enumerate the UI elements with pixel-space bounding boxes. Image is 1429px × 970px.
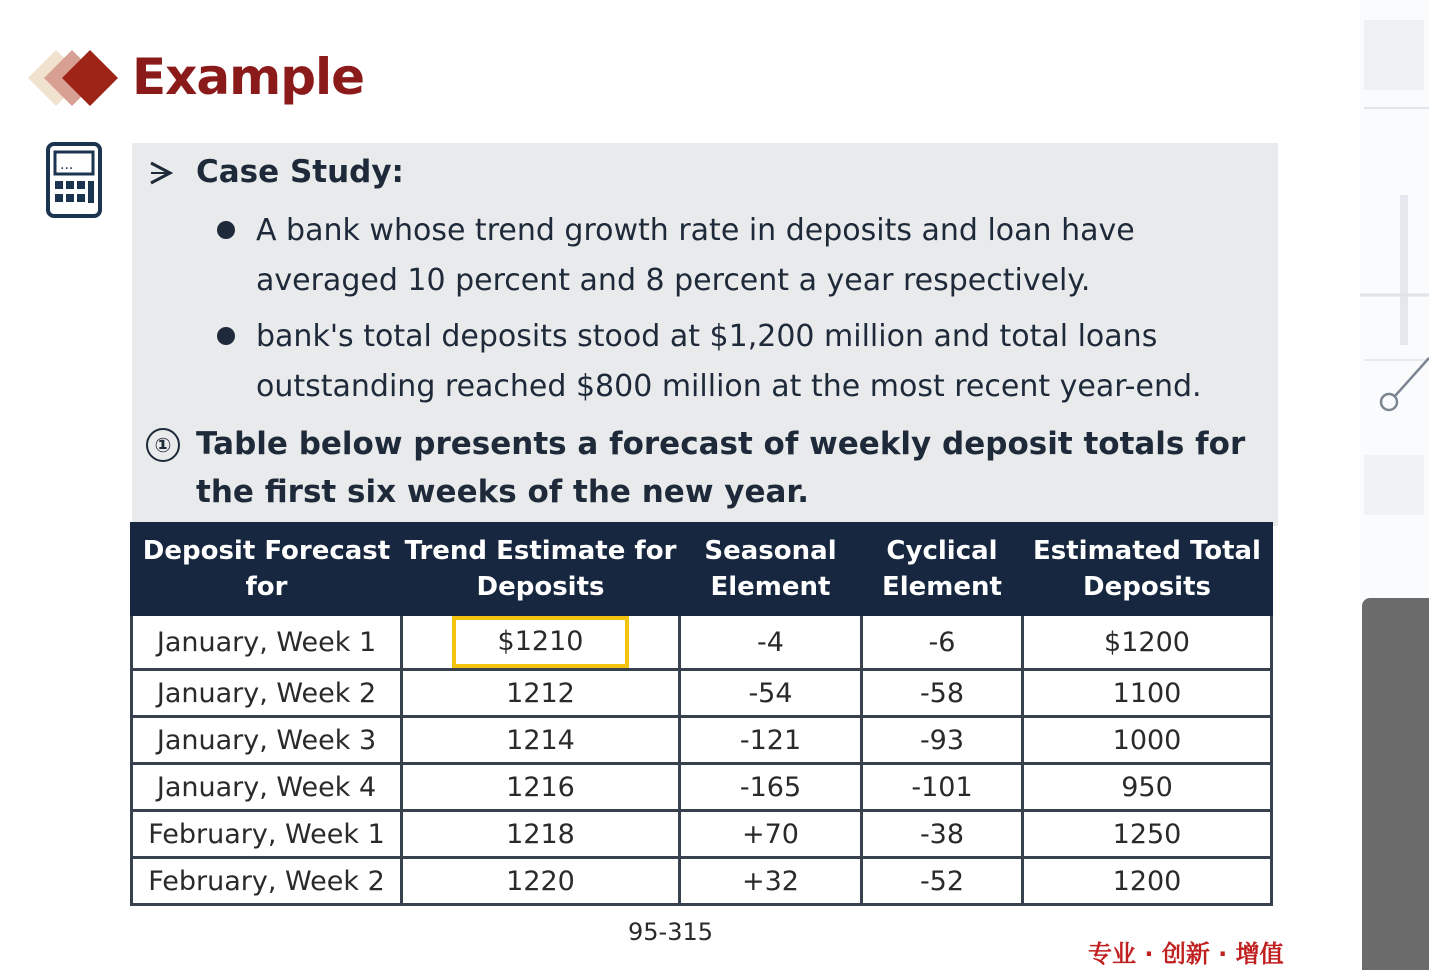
table-cell: -101 [862,764,1023,811]
column-header: Deposit Forecast for [132,524,402,615]
column-header: Cyclical Element [862,524,1023,615]
bullet-deposits-loans: bank's total deposits stood at $1,200 million and total loans outstanding reached $800 million at the most recent year-end. [256,319,1202,404]
calculator-icon [46,142,102,218]
table-header-row [132,524,1272,615]
bullet-dot-icon [217,221,235,239]
table-cell: -58 [862,670,1023,717]
table-row [132,811,1272,858]
table-cell: 950 [1023,764,1272,811]
slogan-text: 专业 · 创新 · 增值 [1088,940,1284,968]
table-cell: 1220 [402,858,680,905]
table-cell: February, Week 1 [132,811,402,858]
question-text: Table below presents a forecast of weekly deposit totals for the first six weeks of the new year. [196,426,1246,510]
table-cell: January, Week 4 [132,764,402,811]
arrow-bullet-icon [148,158,174,188]
table-row [132,615,1272,670]
table-cell: -38 [862,811,1023,858]
table-cell: 1250 [1023,811,1272,858]
case-study-heading: Case Study: [196,154,404,190]
column-header: Trend Estimate for Deposits [402,524,680,615]
table-cell: 1212 [402,670,680,717]
table-cell: 1200 [1023,858,1272,905]
svg-text:...: ... [60,157,74,173]
table-cell: January, Week 3 [132,717,402,764]
table-cell: -121 [680,717,862,764]
table-row [132,858,1272,905]
deposit-forecast-table [130,522,1273,906]
table-cell: -4 [680,615,862,670]
table-cell: 1000 [1023,717,1272,764]
table-cell: 1216 [402,764,680,811]
table-row [132,717,1272,764]
table-cell: +32 [680,858,862,905]
page-title: Example [132,48,365,106]
column-header: Estimated Total Deposits [1023,524,1272,615]
presenter-video-panel [1362,598,1429,970]
table-cell: -93 [862,717,1023,764]
page-number: 95-315 [628,918,714,946]
table-cell: January, Week 2 [132,670,402,717]
table-cell: January, Week 1 [132,615,402,670]
table-cell: -52 [862,858,1023,905]
table-cell: 1214 [402,717,680,764]
column-header: Seasonal Element [680,524,862,615]
table-cell: February, Week 2 [132,858,402,905]
table-cell: $1200 [1023,615,1272,670]
table-cell: +70 [680,811,862,858]
table-cell: 1100 [1023,670,1272,717]
bullet-growth-rate: A bank whose trend growth rate in deposits and loan have averaged 10 percent and 8 percent a year respectively. [256,213,1135,298]
table-cell [402,615,680,670]
highlighted-cell: $1210 [452,616,630,668]
diamond-logo-icon [22,46,122,110]
table-cell: -54 [680,670,862,717]
table-row [132,670,1272,717]
table-cell: -6 [862,615,1023,670]
bullet-dot-icon [217,327,235,345]
side-decor-icon [1360,0,1429,600]
table-cell: 1218 [402,811,680,858]
question-number: ① [146,428,180,462]
table-cell: -165 [680,764,862,811]
table-row [132,764,1272,811]
